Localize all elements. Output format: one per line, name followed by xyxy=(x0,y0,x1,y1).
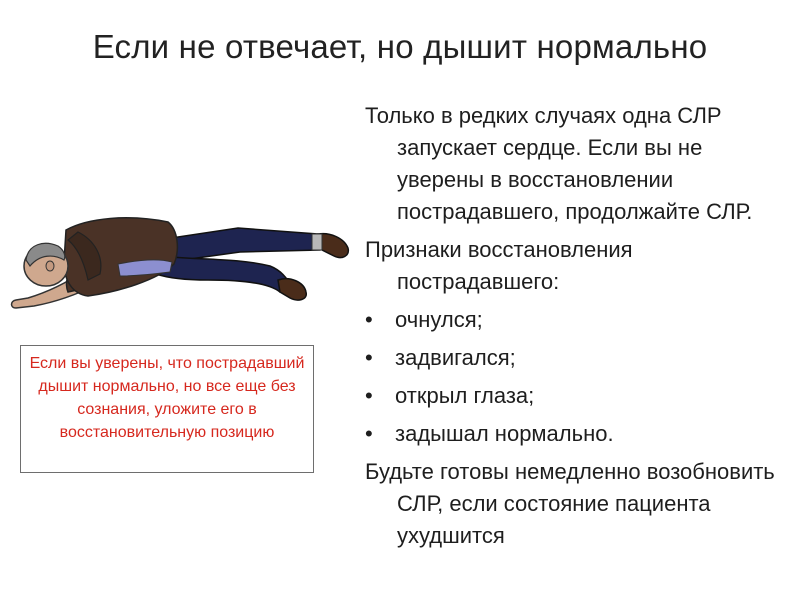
list-item: • задышал нормально. xyxy=(365,418,790,450)
recovery-signs-list xyxy=(365,304,790,450)
list-item: • открыл глаза; xyxy=(365,380,790,412)
recovery-signs-heading: Признаки восстановления пострадавшего: xyxy=(365,237,633,294)
list-item: • очнулся; xyxy=(365,304,790,336)
instructions-column xyxy=(365,100,790,558)
bullet-icon: • xyxy=(365,383,373,408)
resume-cpr-paragraph: Будьте готовы немедленно возобновить СЛР, если состояние пациента ухудшится xyxy=(365,459,775,548)
bullet-icon: • xyxy=(365,421,373,446)
list-item: • задвигался; xyxy=(365,342,790,374)
note-text: Если вы уверены, что пострадавший дышит нормально, но все еще без сознания, уложите его в восстановительную позицию xyxy=(29,355,305,441)
page-title: Если не отвечает, но дышит нормально xyxy=(92,28,708,65)
bullet-icon: • xyxy=(365,345,373,370)
cpr-continue-paragraph: Только в редких случаях одна СЛР запускает сердце. Если вы не уверены в восстановлении пострадавшего, продолжайте СЛР. xyxy=(365,103,753,224)
recovery-position-person-illustration xyxy=(8,200,358,330)
bullet-icon: • xyxy=(365,307,373,332)
recovery-position-note xyxy=(20,345,314,473)
